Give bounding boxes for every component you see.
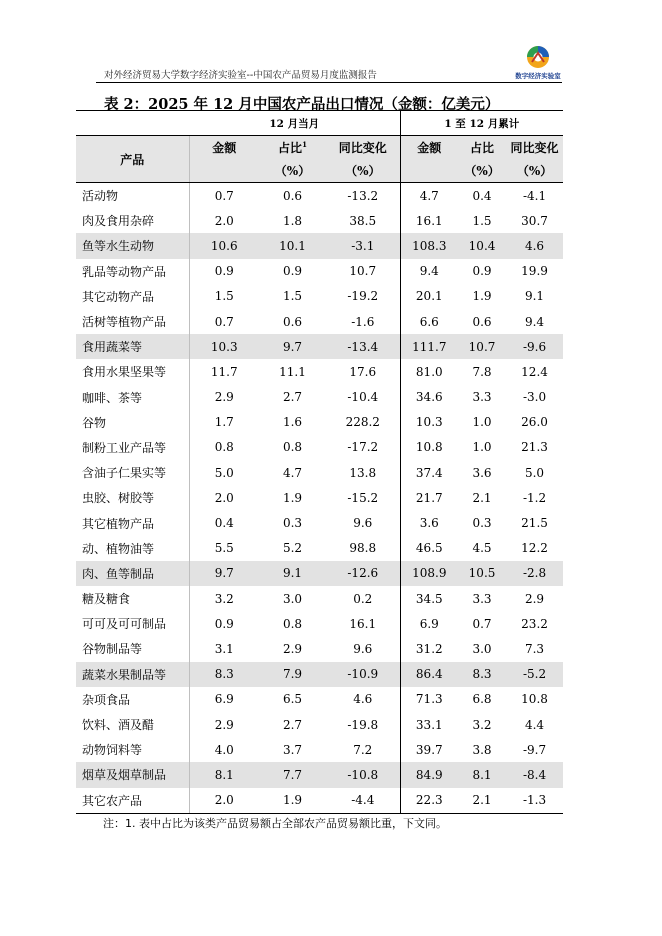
month-yoy-cell: 4.6 (353, 692, 373, 707)
cum-yoy-cell: 21.5 (521, 516, 548, 531)
cum-yoy-cell: 5.0 (524, 465, 545, 480)
month-amount-cell: 8.3 (189, 662, 259, 687)
month-share-cell: 9.7 (259, 334, 326, 359)
table-row (76, 788, 563, 814)
month-share-cell: 0.6 (282, 314, 303, 329)
cum-amount-cell: 21.7 (400, 485, 458, 510)
product-name-cell: 肉及食用杂碎 (82, 214, 155, 229)
product-name-cell: 其它农产品 (76, 788, 189, 814)
month-amount-cell: 2.0 (189, 788, 259, 814)
month-share-cell: 5.2 (282, 541, 303, 556)
table-row (76, 636, 563, 661)
month-amount-cell: 5.0 (189, 460, 259, 485)
cum-yoy-cell: 12.2 (521, 541, 548, 556)
month-share-cell: 1.9 (282, 490, 303, 505)
group-header-cumulative: 1 至 12 月累计 (400, 111, 563, 136)
unit-cum-amount (400, 159, 458, 183)
month-amount-cell: 0.7 (189, 309, 259, 334)
product-name-cell: 糖及糖食 (82, 592, 131, 607)
month-amount-cell: 8.1 (189, 762, 259, 787)
lab-logo-icon (523, 44, 553, 70)
month-amount-cell: 0.4 (189, 510, 259, 535)
table-row (76, 536, 563, 561)
share-footnote-ref: 1 (302, 140, 307, 149)
cum-amount-cell: 4.7 (400, 183, 458, 209)
month-share-cell: 2.7 (282, 390, 303, 405)
month-yoy-cell: 17.6 (349, 364, 377, 379)
export-table (76, 110, 563, 814)
product-name-cell: 其它植物产品 (82, 516, 155, 531)
product-name-cell: 制粉工业产品等 (82, 440, 167, 455)
cum-amount-cell: 34.6 (400, 385, 458, 410)
product-name-cell: 可可及可可制品 (82, 617, 167, 632)
product-name-cell: 食用水果坚果等 (82, 365, 167, 380)
product-name-cell: 活树等植物产品 (82, 315, 167, 330)
col-header-cum-yoy: 同比变化 (506, 136, 563, 160)
month-yoy-cell: 9.6 (353, 641, 373, 656)
table-row (76, 662, 563, 687)
month-yoy-cell: -10.9 (326, 662, 400, 687)
product-name-cell: 活动物 (82, 189, 119, 204)
product-name-cell: 咖啡、茶等 (82, 390, 143, 405)
month-amount-cell: 9.7 (189, 561, 259, 586)
table-row (76, 561, 563, 586)
cum-share-cell: 7.8 (472, 364, 492, 379)
month-yoy-cell: -1.6 (351, 314, 375, 329)
cum-yoy-cell: 4.6 (506, 233, 563, 258)
cum-yoy-cell: 19.9 (521, 264, 548, 279)
table-row (76, 611, 563, 636)
cum-yoy-cell: 7.3 (524, 641, 545, 656)
cum-yoy-cell: 9.1 (524, 289, 545, 304)
cum-amount-cell: 108.3 (400, 233, 458, 258)
table-row (76, 762, 563, 787)
lab-logo (508, 44, 568, 84)
cum-amount-cell: 81.0 (400, 359, 458, 384)
cum-yoy-cell: 9.4 (524, 314, 545, 329)
cum-yoy-cell: 23.2 (521, 616, 548, 631)
cum-share-cell: 1.5 (472, 213, 492, 228)
cum-amount-cell: 111.7 (400, 334, 458, 359)
table-row (76, 233, 563, 258)
month-amount-cell: 4.0 (189, 737, 259, 762)
month-share-cell: 1.8 (282, 213, 303, 228)
table-row (76, 309, 563, 334)
product-name-cell: 食用蔬菜等 (76, 334, 189, 359)
month-yoy-cell: -19.8 (347, 717, 379, 732)
month-amount-cell: 5.5 (189, 536, 259, 561)
cum-share-cell: 3.2 (472, 717, 492, 732)
group-header-row (76, 111, 563, 136)
month-amount-cell: 1.5 (189, 284, 259, 309)
month-yoy-cell: 98.8 (349, 541, 377, 556)
footnote: 注：1. 表中占比为该类产品贸易额占全部农产品贸易额比重，下文同。 (103, 817, 447, 830)
header-divider (96, 82, 562, 83)
month-yoy-cell: -19.2 (347, 289, 379, 304)
cum-amount-cell: 37.4 (400, 460, 458, 485)
month-share-cell: 4.7 (282, 465, 303, 480)
month-share-cell: 0.8 (282, 616, 303, 631)
cum-amount-cell: 10.8 (400, 435, 458, 460)
table-row (76, 712, 563, 737)
cum-share-cell: 3.0 (472, 641, 492, 656)
cum-amount-cell: 20.1 (400, 284, 458, 309)
month-yoy-cell: 10.7 (349, 264, 377, 279)
cum-amount-cell: 10.3 (400, 410, 458, 435)
month-yoy-cell: 38.5 (349, 213, 377, 228)
month-yoy-cell: -10.8 (326, 762, 400, 787)
month-amount-cell: 10.6 (189, 233, 259, 258)
lab-logo-text: 数字经济实验室 (515, 72, 561, 80)
cum-share-cell: 3.8 (472, 742, 492, 757)
month-yoy-cell: -15.2 (347, 490, 379, 505)
cum-yoy-cell: -4.1 (522, 188, 547, 203)
table-row (76, 259, 563, 284)
product-name-cell: 动、植物油等 (82, 541, 155, 556)
product-name-cell: 肉、鱼等制品 (76, 561, 189, 586)
month-amount-cell: 2.9 (189, 385, 259, 410)
month-yoy-cell: -10.4 (347, 390, 379, 405)
cum-yoy-cell: 26.0 (521, 415, 548, 430)
month-share-cell: 0.3 (282, 516, 303, 531)
month-yoy-cell: -13.2 (347, 188, 379, 203)
table-row (76, 510, 563, 535)
product-name-cell: 虫胶、树胶等 (82, 491, 155, 506)
cum-share-cell: 3.3 (472, 591, 492, 606)
cum-yoy-cell: 12.4 (521, 364, 548, 379)
table-row (76, 435, 563, 460)
cum-share-cell: 6.8 (472, 692, 492, 707)
cum-share-cell: 8.1 (458, 762, 506, 787)
cum-amount-cell: 33.1 (400, 712, 458, 737)
month-yoy-cell: -12.6 (326, 561, 400, 586)
month-yoy-cell: -4.4 (326, 788, 400, 814)
cum-share-cell: 0.6 (472, 314, 492, 329)
month-share-cell: 7.9 (259, 662, 326, 687)
cum-amount-cell: 39.7 (400, 737, 458, 762)
cum-yoy-cell: 4.4 (524, 717, 545, 732)
product-name-cell: 乳品等动物产品 (82, 264, 167, 279)
month-yoy-cell: -13.4 (326, 334, 400, 359)
unit-month-yoy: （%） (326, 159, 400, 183)
cum-yoy-cell: -9.7 (522, 742, 547, 757)
cum-share-cell: 3.6 (472, 465, 492, 480)
month-share-cell: 11.1 (279, 364, 306, 379)
month-share-cell: 10.1 (259, 233, 326, 258)
cum-share-cell: 0.7 (472, 616, 492, 631)
month-amount-cell: 1.7 (189, 410, 259, 435)
cum-yoy-cell: 21.3 (521, 440, 548, 455)
month-share-cell: 6.5 (282, 692, 303, 707)
product-name-cell: 其它动物产品 (82, 289, 155, 304)
month-share-cell: 0.6 (282, 188, 303, 203)
cum-amount-cell: 3.6 (400, 510, 458, 535)
table-row (76, 460, 563, 485)
month-amount-cell: 0.9 (189, 611, 259, 636)
table-row (76, 385, 563, 410)
running-header: 对外经济贸易大学数字经济实验室--中国农产品贸易月度监测报告 (104, 70, 377, 81)
unit-month-share: （%） (259, 159, 326, 183)
cum-amount-cell: 6.9 (400, 611, 458, 636)
month-amount-cell: 2.0 (189, 485, 259, 510)
table-row (76, 359, 563, 384)
unit-month-amount (189, 159, 259, 183)
cum-share-cell: 2.1 (458, 788, 506, 814)
cum-amount-cell: 71.3 (400, 687, 458, 712)
cum-yoy-cell: -9.6 (506, 334, 563, 359)
cum-amount-cell: 6.6 (400, 309, 458, 334)
cum-amount-cell: 9.4 (400, 259, 458, 284)
month-share-cell: 2.9 (282, 641, 303, 656)
product-name-cell: 烟草及烟草制品 (76, 762, 189, 787)
cum-yoy-cell: 10.8 (521, 692, 548, 707)
month-yoy-cell: 0.2 (353, 591, 373, 606)
month-yoy-cell: -17.2 (347, 440, 379, 455)
cum-share-cell: 8.3 (458, 662, 506, 687)
cum-yoy-cell: -1.2 (522, 490, 547, 505)
col-header-cum-amount: 金额 (400, 136, 458, 160)
month-amount-cell: 0.8 (189, 435, 259, 460)
cum-yoy-cell: 2.9 (524, 591, 545, 606)
table-row (76, 183, 563, 209)
table-title: 表 2：2025 年 12 月中国农产品出口情况（金额：亿美元） (104, 96, 500, 113)
cum-share-cell: 3.3 (472, 390, 492, 405)
cum-yoy-cell: -5.2 (506, 662, 563, 687)
month-yoy-cell: 7.2 (353, 742, 373, 757)
col-header-cum-share: 占比 (458, 136, 506, 160)
col-header-month-yoy: 同比变化 (326, 136, 400, 160)
cum-yoy-cell: -3.0 (522, 390, 547, 405)
month-amount-cell: 10.3 (189, 334, 259, 359)
cum-amount-cell: 84.9 (400, 762, 458, 787)
table-row (76, 485, 563, 510)
cum-amount-cell: 86.4 (400, 662, 458, 687)
cum-yoy-cell: -8.4 (506, 762, 563, 787)
month-amount-cell: 3.2 (189, 586, 259, 611)
table-row (76, 586, 563, 611)
month-yoy-cell: 228.2 (345, 415, 380, 430)
group-header-blank (76, 111, 189, 136)
unit-cum-yoy: （%） (506, 159, 563, 183)
month-yoy-cell: 16.1 (349, 616, 377, 631)
cum-share-cell: 1.0 (472, 415, 492, 430)
month-yoy-cell: 9.6 (353, 516, 373, 531)
product-name-cell: 杂项食品 (82, 692, 131, 707)
cum-yoy-cell: -2.8 (506, 561, 563, 586)
month-share-cell: 3.0 (282, 591, 303, 606)
cum-yoy-cell: -1.3 (506, 788, 563, 814)
table-body (76, 183, 563, 814)
cum-amount-cell: 22.3 (400, 788, 458, 814)
cum-share-cell: 0.4 (472, 188, 492, 203)
cum-share-cell: 10.7 (458, 334, 506, 359)
month-amount-cell: 0.7 (189, 183, 259, 209)
month-amount-cell: 11.7 (189, 359, 259, 384)
unit-cum-share: （%） (458, 159, 506, 183)
table-row (76, 687, 563, 712)
month-yoy-cell: 13.8 (349, 465, 377, 480)
cum-yoy-cell: 30.7 (521, 213, 548, 228)
month-share-cell: 1.6 (282, 415, 303, 430)
table-row (76, 410, 563, 435)
month-amount-cell: 2.0 (189, 208, 259, 233)
month-share-cell: 3.7 (282, 742, 303, 757)
cum-share-cell: 1.9 (472, 289, 492, 304)
col-header-month-amount: 金额 (189, 136, 259, 160)
cum-share-cell: 0.9 (472, 264, 492, 279)
product-name-cell: 含油子仁果实等 (82, 466, 167, 481)
month-amount-cell: 0.9 (189, 259, 259, 284)
cum-share-cell: 10.5 (458, 561, 506, 586)
month-share-cell: 1.5 (282, 289, 303, 304)
month-share-cell: 0.9 (282, 264, 303, 279)
product-name-cell: 谷物 (82, 415, 107, 430)
cum-amount-cell: 31.2 (400, 636, 458, 661)
cum-amount-cell: 108.9 (400, 561, 458, 586)
col-header-product: 产品 (76, 136, 189, 183)
month-share-cell: 1.9 (259, 788, 326, 814)
month-amount-cell: 3.1 (189, 636, 259, 661)
month-share-cell: 0.8 (282, 440, 303, 455)
cum-amount-cell: 46.5 (400, 536, 458, 561)
cum-share-cell: 2.1 (472, 490, 492, 505)
column-header-row (76, 136, 563, 160)
cum-share-cell: 0.3 (472, 516, 492, 531)
share-label: 占比 (278, 141, 303, 155)
product-name-cell: 谷物制品等 (82, 642, 143, 657)
month-share-cell: 7.7 (259, 762, 326, 787)
cum-share-cell: 10.4 (458, 233, 506, 258)
cum-share-cell: 1.0 (472, 440, 492, 455)
product-name-cell: 饮料、酒及醋 (82, 718, 155, 733)
col-header-month-share (259, 136, 326, 160)
month-amount-cell: 6.9 (189, 687, 259, 712)
product-name-cell: 蔬菜水果制品等 (76, 662, 189, 687)
table-row (76, 334, 563, 359)
table-row (76, 737, 563, 762)
month-yoy-cell: -3.1 (326, 233, 400, 258)
cum-share-cell: 4.5 (472, 541, 492, 556)
month-share-cell: 2.7 (282, 717, 303, 732)
cum-amount-cell: 34.5 (400, 586, 458, 611)
product-name-cell: 鱼等水生动物 (76, 233, 189, 258)
cum-amount-cell: 16.1 (400, 208, 458, 233)
table-row (76, 284, 563, 309)
month-amount-cell: 2.9 (189, 712, 259, 737)
group-header-month: 12 月当月 (189, 111, 400, 136)
month-share-cell: 9.1 (259, 561, 326, 586)
product-name-cell: 动物饲料等 (82, 743, 143, 758)
table-row (76, 208, 563, 233)
